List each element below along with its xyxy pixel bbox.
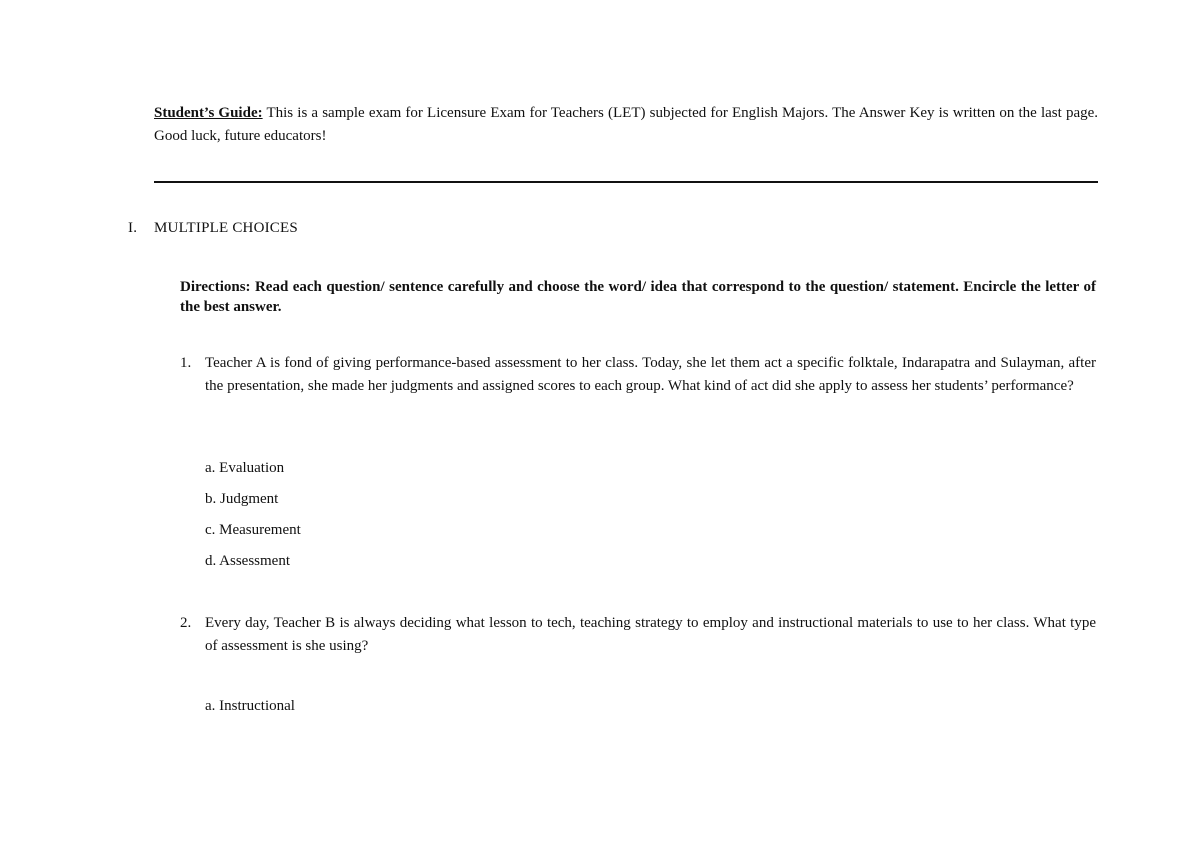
question-number: 1. [180,355,192,371]
choice-item: a. Instructional [205,698,295,714]
choice-item: c. Measurement [205,522,301,538]
students-guide [154,102,1098,148]
question-text: Every day, Teacher B is always deciding what lesson to tech, teaching strategy to employ and instructional materials to use to her class. What type of assessment is she using? [205,615,1096,654]
directions: Directions: Read each question/ sentence carefully and choose the word/ idea that correspond to the question/ statement. Encircle the letter of the best answer. [180,279,1096,315]
horizontal-rule [154,181,1098,183]
students-guide-text: This is a sample exam for Licensure Exam for Teachers (LET) subjected for English Majors. The Answer Key is written on the last page. Good luck, future educators! [154,105,1099,144]
question-number: 2. [180,615,192,631]
section-number: I. [128,220,138,236]
question-text: Teacher A is fond of giving performance-based assessment to her class. Today, she let them act a specific folktale, Indarapatra and Sulayman, after the presentation, she made her judgments and assigned scores to each group. What kind of act did she apply to assess her students’ performance? [205,355,1096,394]
choice-item: b. Judgment [205,491,279,507]
choice-item: a. Evaluation [205,460,285,476]
question-2 [180,612,1096,658]
section-title: MULTIPLE CHOICES [154,220,298,236]
choice-item: d. Assessment [205,553,291,569]
question-1 [180,352,1096,398]
section-heading [128,220,298,237]
students-guide-label: Student’s Guide: [154,105,263,121]
